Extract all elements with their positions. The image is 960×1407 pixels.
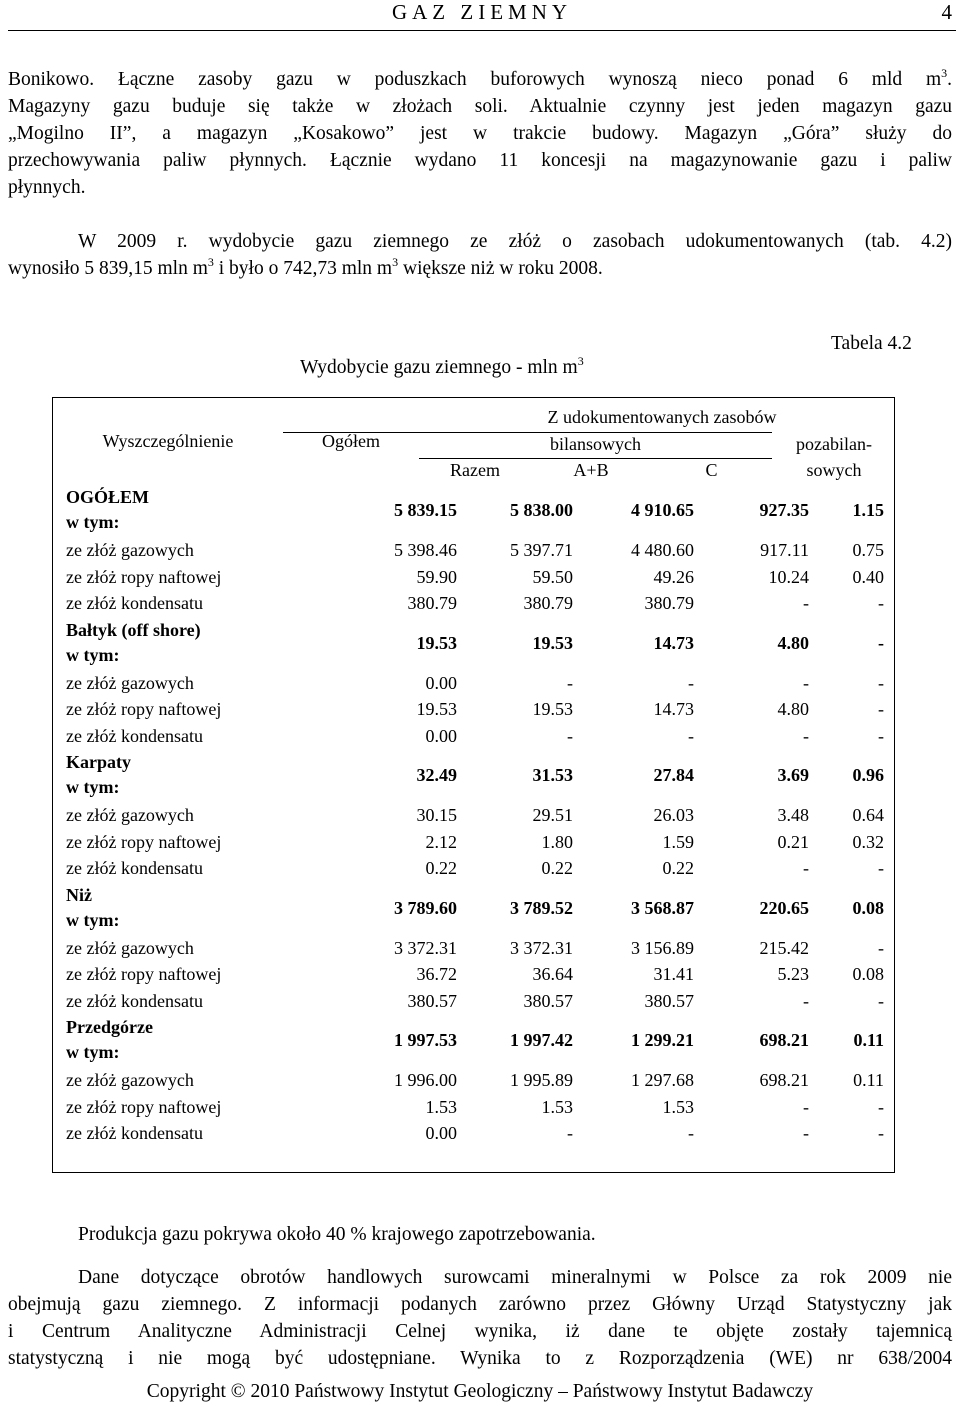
cell-off: 0.40 [852,566,884,587]
cell-total: 1 996.00 [394,1070,457,1090]
cell-c: - [803,1096,809,1117]
text-line: i Centrum Analityczne Administracji Celnej wynika, iż dane te objęte zostały tajemnicą [8,1321,952,1342]
page-number: 4 [941,0,952,24]
cell-total: 19.53 [416,699,457,719]
text-line: przechowywania paliw płynnych. Łącznie wydano 11 koncesji na magazynowanie gazu i paliw [8,150,952,171]
cell-sum: - [567,725,573,746]
table-label: Tabela 4.2 [831,333,912,354]
cell-total: 0.00 [425,725,457,746]
cell-sum: - [567,1123,573,1143]
cell-ab: 1.53 [662,1096,694,1117]
cell-c: 5.23 [777,964,809,984]
cell-off: 0.75 [852,540,884,560]
cell-c: - [803,593,809,613]
text-span: Bonikowo. Łączne zasoby gazu w poduszkach buforowych wynoszą nieco ponad 6 mld m [8,69,942,90]
cell-off: 0.08 [852,964,884,984]
cell-sum: 3 372.31 [510,937,573,958]
cell-c: - [803,990,809,1011]
cell-sum: 59.50 [532,566,573,587]
cell-total: 0.00 [425,672,457,693]
cell-off: - [878,632,884,653]
cell-off: - [878,699,884,719]
cell-off: - [878,672,884,693]
paragraph-coverage [8,1221,952,1248]
header-documented: Z udokumentowanych zasobów [547,407,777,427]
cell-total: 1.53 [425,1096,457,1117]
cell-c: - [803,725,809,746]
cell-sum: 5 838.00 [510,500,573,520]
row-label: ze złóż kondensatu [66,1123,203,1143]
text-line: obejmują gazu ziemnego. Z informacji podanych zarówno przez Główny Urząd Statystyczny jak [8,1294,952,1315]
group-label: Bałtyk (off shore) [66,619,201,640]
text-line [8,255,952,282]
cell-c: 917.11 [760,540,809,560]
cell-ab: 1 297.68 [631,1070,694,1090]
cell-total: 36.72 [416,964,457,984]
row-label: ze złóż gazowych [66,1070,194,1090]
cell-ab: - [688,1123,694,1143]
cell-off: 0.96 [852,765,884,785]
paragraph-trade [8,1264,952,1372]
row-sublabel: w tym: [66,1042,120,1062]
cell-c: 4.80 [777,632,809,653]
cell-total: 0.00 [425,1123,457,1143]
row-label: ze złóż kondensatu [66,990,203,1011]
row-label: ze złóż ropy naftowej [66,831,222,852]
cell-total: 3 789.60 [394,897,457,918]
cell-c: 3.48 [777,805,809,825]
header-ab: A+B [573,460,609,480]
cell-c: 215.42 [759,937,809,958]
row-sublabel: w tym: [66,909,120,930]
cell-total: 59.90 [416,566,457,587]
text-line: W 2009 r. wydobycie gazu ziemnego ze złóż o zasobach udokumentowanych (tab. 4.2) [78,231,952,252]
row-label: ze złóż ropy naftowej [66,1096,222,1117]
cell-total: 3 372.31 [394,937,457,958]
cell-ab: 3 568.87 [631,897,694,918]
header-rule [419,458,772,459]
row-label: ze złóż kondensatu [66,593,203,613]
cell-ab: - [688,672,694,693]
cell-off: - [878,858,884,878]
cell-ab: 3 156.89 [631,937,694,958]
cell-off: - [878,990,884,1011]
text-line: „Mogilno II”, a magazyn „Kosakowo” jest w trakcie budowy. Magazyn „Góra” służy do [8,123,952,144]
cell-sum: 19.53 [532,699,573,719]
text-line: płynnych. [8,177,86,198]
cell-c: - [803,858,809,878]
cell-total: 5 839.15 [394,500,457,520]
cell-off: - [878,725,884,746]
cell-off: 0.11 [853,1070,884,1090]
group-label: Przedgórze [66,1017,153,1037]
header-off-balance: pozabilan- [796,434,872,454]
superscript: 3 [577,354,584,368]
cell-c: 0.21 [777,831,809,852]
cell-off: - [878,593,884,613]
header-sum: Razem [450,460,500,480]
cell-sum: 1 995.89 [510,1070,573,1090]
cell-ab: 1.59 [662,831,694,852]
cell-ab: 31.41 [653,964,694,984]
cell-c: 220.65 [759,897,809,918]
row-label: ze złóż kondensatu [66,725,203,746]
cell-ab: 26.03 [653,805,694,825]
cell-sum: 1 997.42 [510,1030,573,1050]
cell-off: 1.15 [852,500,884,520]
page-header [8,0,956,31]
superscript: 3 [392,255,399,269]
header-total: Ogółem [322,431,380,451]
cell-total: 30.15 [416,805,457,825]
cell-sum: 0.22 [541,858,573,878]
cell-sum: 380.79 [523,593,573,613]
cell-ab: 49.26 [653,566,694,587]
cell-sum: 380.57 [523,990,573,1011]
header-title: GAZ ZIEMNY [391,0,573,24]
cell-total: 1 997.53 [394,1030,457,1050]
cell-ab: 14.73 [653,632,694,653]
cell-off: 0.64 [852,805,884,825]
header-item: Wyszczególnienie [102,431,234,451]
row-label: ze złóż gazowych [66,805,194,825]
row-label: ze złóż gazowych [66,672,194,693]
cell-total: 0.22 [425,858,457,878]
cell-off: 0.08 [852,897,884,918]
cell-total: 5 398.46 [394,540,457,560]
cell-total: 32.49 [416,765,457,785]
cell-total: 380.57 [407,990,457,1011]
row-label: ze złóż ropy naftowej [66,699,222,719]
row-label: ze złóż kondensatu [66,858,203,878]
group-label: OGÓŁEM [66,487,150,507]
cell-ab: 4 910.65 [631,500,694,520]
cell-c: 3.69 [777,765,809,785]
paragraph-production [8,228,952,282]
cell-off: - [878,937,884,958]
cell-off: - [878,1096,884,1117]
cell-c: 698.21 [759,1070,809,1090]
cell-off: - [878,1123,884,1143]
table-title [300,354,584,379]
paragraph-storage [8,66,952,201]
text-line [8,66,952,93]
cell-ab: 0.22 [662,858,694,878]
cell-ab: 14.73 [653,699,694,719]
text-line: Dane dotyczące obrotów handlowych surowcami mineralnymi w Polsce za rok 2009 nie [78,1267,952,1288]
group-label: Niż [66,884,92,905]
cell-ab: - [688,725,694,746]
header-balance: bilansowych [550,434,641,454]
copyright-footer: Copyright © 2010 Państwowy Instytut Geologiczny – Państwowy Instytut Badawczy [146,1381,814,1402]
cell-sum: 1.80 [541,831,573,852]
production-table [52,397,895,1173]
text-line: statystyczną i nie mogą być udostępniane. Wynika to z Rozporządzenia (WE) nr 638/2004 [8,1348,952,1369]
cell-off: 0.32 [852,831,884,852]
cell-sum: 29.51 [532,805,573,825]
cell-ab: 380.79 [644,593,694,613]
row-label: ze złóż ropy naftowej [66,964,222,984]
cell-ab: 4 480.60 [631,540,694,560]
row-label: ze złóż gazowych [66,937,194,958]
text-span: wynosiło 5 839,15 mln m [8,258,208,279]
header-c: C [705,460,718,480]
cell-ab: 1 299.21 [631,1030,694,1050]
cell-ab: 27.84 [653,765,694,785]
cell-c: 698.21 [759,1030,809,1050]
cell-sum: 5 397.71 [510,540,573,560]
superscript: 3 [941,66,948,80]
text-span: większe niż w roku 2008. [398,258,603,279]
cell-off: 0.11 [853,1030,884,1050]
cell-c: - [803,672,809,693]
group-label: Karpaty [66,752,131,772]
cell-ab: 380.57 [644,990,694,1011]
cell-sum: - [567,672,573,693]
cell-c: - [803,1123,809,1143]
row-sublabel: w tym: [66,512,120,532]
row-label: ze złóż ropy naftowej [66,566,222,587]
text-line: Magazyny gazu buduje się także w złożach soli. Aktualnie czynny jest jeden magazyn gazu [8,96,952,117]
text-span: . [947,69,952,90]
table-title-text: Wydobycie gazu ziemnego - mln m [300,357,578,378]
cell-sum: 19.53 [532,632,573,653]
superscript: 3 [207,255,214,269]
cell-c: 4.80 [777,699,809,719]
cell-total: 19.53 [416,632,457,653]
cell-total: 380.79 [407,593,457,613]
text-line: Produkcja gazu pokrywa około 40 % krajowego zapotrzebowania. [78,1224,596,1245]
cell-sum: 3 789.52 [510,897,573,918]
cell-sum: 31.53 [532,765,573,785]
row-sublabel: w tym: [66,777,120,797]
cell-c: 10.24 [768,566,809,587]
row-sublabel: w tym: [66,644,120,665]
row-label: ze złóż gazowych [66,540,194,560]
header-off-balance-2: sowych [806,460,862,480]
cell-c: 927.35 [759,500,809,520]
cell-sum: 1.53 [541,1096,573,1117]
cell-sum: 36.64 [532,964,573,984]
cell-total: 2.12 [425,831,457,852]
text-span: i było o 742,73 mln m [213,258,393,279]
